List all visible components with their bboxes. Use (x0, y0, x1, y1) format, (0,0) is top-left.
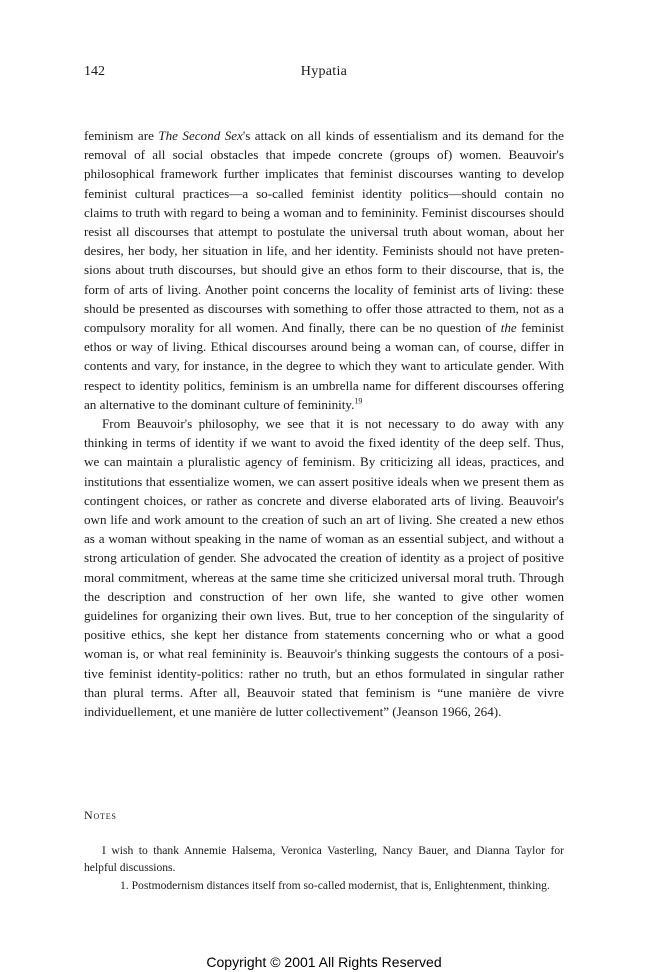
body-text (84, 126, 564, 721)
copyright-notice: Copyright © 2001 All Rights Reserved (206, 954, 442, 970)
paragraph-text: feminist ethos or way of living. Ethical discourses around being a woman can, of course, differ in contents and vary, for instance, in the degree to which they want to articulate gender. With respect to identity politics, feminism is an umbrella name for different discourses offering an alternative to the dominant culture of femininity. (84, 320, 565, 412)
italic-text: the (500, 320, 517, 336)
journal-title: Hypatia (300, 64, 348, 79)
paragraph-text: 's attack on all kinds of essentialism and its demand for the removal of all social obstacles that impede concrete (groups of) women. Beauvoir's philosophical framework further implicates that feminist discourses wanting to develop feminist cultural practices—a so-called feminist identity politics—should contain no claims to truth with regard to being a woman and to femininity. Feminist discourses should resist all discourses that attempt to postulate the universal truth about woman, about her desires, her body, her situation in life, and her identity. Feminists should not have pretensions about truth discourses, but should give an ethos form to their discourse, that is, the form of arts of living. Another point concerns the locality of feminist arts of living: these should be presented as discourses with something to offer those attracted to them, not as a compulsory morality for all women. And finally, there can be no question of (84, 128, 564, 336)
notes-heading: Notes (84, 808, 117, 822)
page-number: 142 (84, 64, 105, 79)
notes-section (84, 842, 564, 894)
acknowledgment-note: I wish to thank Annemie Halsema, Veronica Vasterling, Nancy Bauer, and Dianna Taylor for helpful discussions. (84, 844, 564, 875)
paragraph-text: feminism are (84, 128, 159, 143)
running-head (84, 64, 564, 84)
paragraph-1 (84, 126, 564, 414)
paragraph-2: From Beauvoir's philosophy, we see that it is not necessary to do away with any thinking in terms of identity if we want to avoid the fixed identity of the deep self. Thus, we can maintain a pluralistic agency of feminism. By criticizing all ideas, practices, and institutions that essentialize women, we can assert positive ideals when we present them as contingent choices, or rather as concrete and diverse elaborated arts of living. Beauvoir's own life and work amount to the creation of such an art of living. She created a new ethos as a woman without speaking in the name of woman as an essential subject, and without a strong articulation of gender. She advocated the creation of identity as a project of positive moral commitment, whereas at the same time she criticized universal moral truth. Through the description and construction of her own life, she wanted to give other women guidelines for organizing their own lives. But, true to her conception of the singularity of positive ethics, she kept her distance from statements concerning who or what a good woman is, or what real femininity is. Beauvoir's thinking suggests the contours of a positive feminist identity-politics: rather no truth, but an ethos formulated in singular rather than plural terms. After all, Beauvoir stated that feminism is “une manière de vivre individuellement, et une manière de lutter collectivement” (Jeanson 1966, 264). (84, 416, 564, 720)
footnote-marker: 19 (354, 396, 363, 406)
footnote-1: 1. Postmodernism distances itself from so-called modernist, that is, Enlightenment, thinking. (120, 878, 550, 892)
italic-text: The Second Sex (158, 128, 243, 143)
